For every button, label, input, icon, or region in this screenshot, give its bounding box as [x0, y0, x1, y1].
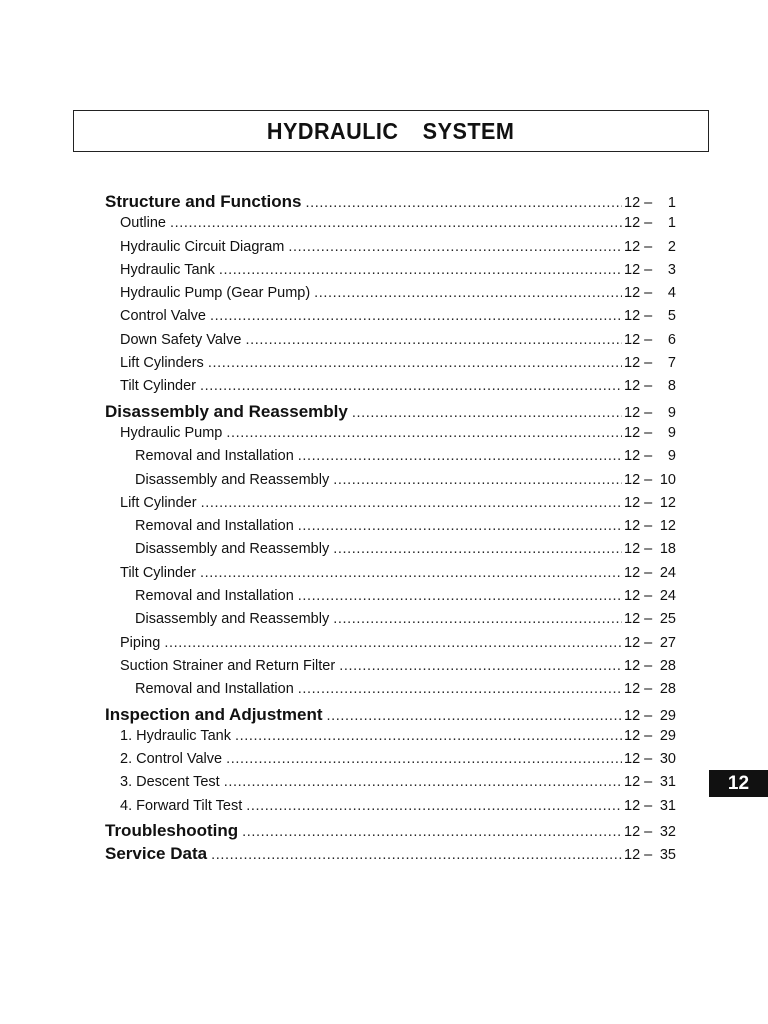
toc-page-prefix: 12 –: [624, 774, 653, 791]
toc-page-number: 4: [667, 285, 676, 302]
toc-page-prefix: 12 –: [624, 564, 653, 581]
toc-entry-label: Troubleshooting: [105, 821, 239, 841]
dot-leader: [298, 681, 622, 697]
toc-page-prefix: 12 –: [624, 847, 653, 864]
toc-page-number: 12: [659, 518, 676, 535]
toc-page-number: 27: [659, 634, 676, 651]
toc-page-ref: [624, 405, 676, 421]
toc-entry-label: Tilt Cylinder: [120, 564, 197, 581]
toc-entry-label: Lift Cylinder: [120, 494, 197, 511]
toc-page-number: 25: [659, 611, 676, 628]
toc-page-prefix: 12 –: [624, 215, 653, 232]
toc-entry-label: Removal and Installation: [135, 588, 294, 605]
toc-page-prefix: 12 –: [624, 681, 653, 698]
dot-leader: [201, 495, 622, 511]
dot-leader: [226, 425, 622, 441]
toc-entry-label: Structure and Functions: [105, 192, 302, 211]
toc-page-number: 9: [667, 448, 676, 465]
toc-page-prefix: 12 –: [624, 471, 653, 488]
toc-entry[interactable]: [105, 332, 676, 355]
toc-page-number: 12: [659, 494, 676, 511]
toc-entry[interactable]: [105, 378, 676, 401]
toc-page-ref: [624, 239, 676, 255]
toc-page-prefix: 12 –: [624, 261, 653, 278]
toc-page-number: 3: [667, 261, 676, 278]
toc-entry-label: Down Safety Valve: [120, 331, 242, 348]
toc-page-ref: [624, 588, 676, 604]
dot-leader: [288, 239, 622, 255]
dot-leader: [333, 472, 622, 488]
toc-page-ref: [624, 262, 676, 278]
toc-entry-label: Lift Cylinders: [120, 355, 204, 372]
toc-entry-label: Service Data: [105, 844, 208, 864]
toc-entry[interactable]: [105, 425, 676, 448]
toc-entry-label: 4. Forward Tilt Test: [120, 797, 243, 814]
toc-entry-label: Outline: [120, 215, 166, 232]
dot-leader: [314, 285, 622, 301]
toc-page-prefix: 12 –: [624, 751, 653, 768]
toc-page-ref: [624, 425, 676, 441]
toc-page-ref: [624, 541, 676, 557]
dot-leader: [210, 308, 622, 324]
toc-page-ref: [624, 215, 676, 231]
toc-entry[interactable]: [105, 588, 676, 611]
toc-page-ref: [624, 518, 676, 534]
toc-page-number: 8: [667, 378, 676, 395]
dot-leader: [298, 448, 622, 464]
toc-page-number: 1: [667, 195, 676, 211]
toc-entry-label: Removal and Installation: [135, 518, 294, 535]
toc-entry-label: Piping: [120, 634, 161, 651]
toc-section-heading[interactable]: [105, 821, 676, 844]
toc-page-ref: [624, 681, 676, 697]
toc-page-number: 7: [667, 355, 676, 372]
toc-entry[interactable]: [105, 215, 676, 238]
toc-page-number: 31: [659, 774, 676, 791]
dot-leader: [226, 751, 622, 767]
toc-page-number: 18: [659, 541, 676, 558]
toc-page-number: 29: [659, 727, 676, 744]
toc-entry[interactable]: [105, 355, 676, 378]
toc-entry-label: Disassembly and Reassembly: [135, 541, 330, 558]
toc-page-prefix: 12 –: [624, 611, 653, 628]
toc-entry[interactable]: [105, 565, 676, 588]
dot-leader: [170, 215, 622, 231]
toc-page-ref: [624, 448, 676, 464]
toc-entry[interactable]: [105, 774, 676, 797]
dot-leader: [327, 708, 622, 724]
toc-page-ref: [624, 472, 676, 488]
toc-page-ref: [624, 798, 676, 814]
toc-entry-label: Hydraulic Tank: [120, 261, 215, 278]
toc-entry-label: Removal and Installation: [135, 681, 294, 698]
dot-leader: [305, 195, 622, 211]
toc-entry-label: Inspection and Adjustment: [105, 704, 323, 724]
toc-page-prefix: 12 –: [624, 824, 653, 841]
toc-page-number: 1: [667, 215, 676, 232]
toc-page-ref: [624, 635, 676, 651]
toc-page-number: 2: [667, 238, 676, 255]
page-title: HYDRAULIC SYSTEM: [267, 117, 515, 144]
toc-page-prefix: 12 –: [624, 727, 653, 744]
dot-leader: [246, 798, 622, 814]
toc-entry-label: Hydraulic Pump: [120, 424, 223, 441]
dot-leader: [245, 332, 622, 348]
toc-entry-label: Tilt Cylinder: [120, 378, 197, 395]
toc-page-prefix: 12 –: [624, 494, 653, 511]
toc-entry[interactable]: [105, 611, 676, 634]
toc-entry[interactable]: [105, 472, 676, 495]
toc-page-prefix: 12 –: [624, 657, 653, 674]
toc-page-number: 28: [659, 657, 676, 674]
toc-page-number: 31: [659, 797, 676, 814]
toc-page-prefix: 12 –: [624, 424, 653, 441]
dot-leader: [211, 847, 622, 863]
toc-entry-label: 1. Hydraulic Tank: [120, 727, 231, 744]
toc-page-prefix: 12 –: [624, 634, 653, 651]
toc-entry[interactable]: [105, 658, 676, 681]
toc-entry-label: Hydraulic Pump (Gear Pump): [120, 285, 311, 302]
toc-entry[interactable]: [105, 239, 676, 262]
toc-section-heading[interactable]: [105, 705, 676, 728]
toc-page-prefix: 12 –: [624, 707, 653, 724]
toc-section-heading[interactable]: [105, 844, 676, 867]
toc-page-number: 6: [667, 331, 676, 348]
toc-page-number: 9: [667, 424, 676, 441]
toc-page-number: 24: [659, 564, 676, 581]
dot-leader: [298, 518, 622, 534]
toc-page-prefix: 12 –: [624, 285, 653, 302]
toc-entry[interactable]: [105, 635, 676, 658]
toc-page-prefix: 12 –: [624, 331, 653, 348]
toc-page-ref: [624, 285, 676, 301]
chapter-tab: 12: [709, 770, 768, 797]
toc-page-ref: [624, 565, 676, 581]
toc-page-ref: [624, 751, 676, 767]
toc-page-ref: [624, 332, 676, 348]
toc-entry[interactable]: [105, 448, 676, 471]
toc-page-ref: [624, 495, 676, 511]
toc-page-number: 29: [659, 707, 676, 724]
toc-entry-label: 2. Control Valve: [120, 751, 223, 768]
toc-page-ref: [624, 847, 676, 863]
toc-page-ref: [624, 774, 676, 790]
dot-leader: [298, 588, 622, 604]
dot-leader: [200, 378, 622, 394]
toc-page-number: 28: [659, 681, 676, 698]
toc-entry[interactable]: [105, 751, 676, 774]
toc-page-ref: [624, 355, 676, 371]
toc-page-prefix: 12 –: [624, 797, 653, 814]
toc-entry[interactable]: [105, 285, 676, 308]
toc-entry[interactable]: [105, 495, 676, 518]
toc-page-prefix: 12 –: [624, 195, 653, 211]
toc-page-number: 32: [659, 824, 676, 841]
toc-page-prefix: 12 –: [624, 355, 653, 372]
toc-page-prefix: 12 –: [624, 588, 653, 605]
toc-page-ref: [624, 658, 676, 674]
toc-page-number: 9: [667, 404, 676, 421]
toc-entry-label: Disassembly and Reassembly: [135, 471, 330, 488]
toc-page-ref: [624, 728, 676, 744]
dot-leader: [235, 728, 622, 744]
toc-page-number: 30: [659, 751, 676, 768]
toc-page-ref: [624, 708, 676, 724]
toc-page-ref: [624, 378, 676, 394]
toc-page-number: 24: [659, 588, 676, 605]
toc-entry[interactable]: [105, 541, 676, 564]
toc-page-prefix: 12 –: [624, 238, 653, 255]
toc-entry[interactable]: [105, 798, 676, 821]
toc-page-prefix: 12 –: [624, 541, 653, 558]
toc-page-ref: [624, 308, 676, 324]
dot-leader: [208, 355, 622, 371]
toc-page-prefix: 12 –: [624, 518, 653, 535]
toc-entry[interactable]: [105, 262, 676, 285]
toc-entry-label: Disassembly and Reassembly: [105, 401, 348, 421]
toc-entry[interactable]: [105, 308, 676, 331]
toc-section-heading[interactable]: [105, 402, 676, 425]
dot-leader: [333, 541, 622, 557]
toc-entry[interactable]: [105, 681, 676, 704]
toc-entry-label: Suction Strainer and Return Filter: [120, 657, 336, 674]
toc-page-ref: [624, 611, 676, 627]
dot-leader: [242, 824, 622, 840]
dot-leader: [339, 658, 622, 674]
dot-leader: [224, 774, 622, 790]
dot-leader: [200, 565, 622, 581]
toc-section-heading[interactable]: [105, 192, 676, 215]
toc-entry-label: Hydraulic Circuit Diagram: [120, 238, 285, 255]
dot-leader: [352, 405, 622, 421]
dot-leader: [219, 262, 622, 278]
toc-entry[interactable]: [105, 518, 676, 541]
toc-page-prefix: 12 –: [624, 404, 653, 421]
toc-page-number: 5: [667, 308, 676, 325]
toc-page-ref: [624, 824, 676, 840]
toc-entry-label: Removal and Installation: [135, 448, 294, 465]
toc-page-prefix: 12 –: [624, 378, 653, 395]
toc-page-number: 35: [659, 847, 676, 864]
title-box: [73, 110, 709, 152]
toc-entry-label: Disassembly and Reassembly: [135, 611, 330, 628]
toc-page-prefix: 12 –: [624, 308, 653, 325]
toc-page-ref: [624, 195, 676, 211]
toc-entry-label: 3. Descent Test: [120, 774, 220, 791]
toc-page-prefix: 12 –: [624, 448, 653, 465]
table-of-contents: [105, 192, 676, 868]
dot-leader: [333, 611, 622, 627]
dot-leader: [164, 635, 622, 651]
toc-entry[interactable]: [105, 728, 676, 751]
toc-page-number: 10: [659, 471, 676, 488]
toc-entry-label: Control Valve: [120, 308, 206, 325]
